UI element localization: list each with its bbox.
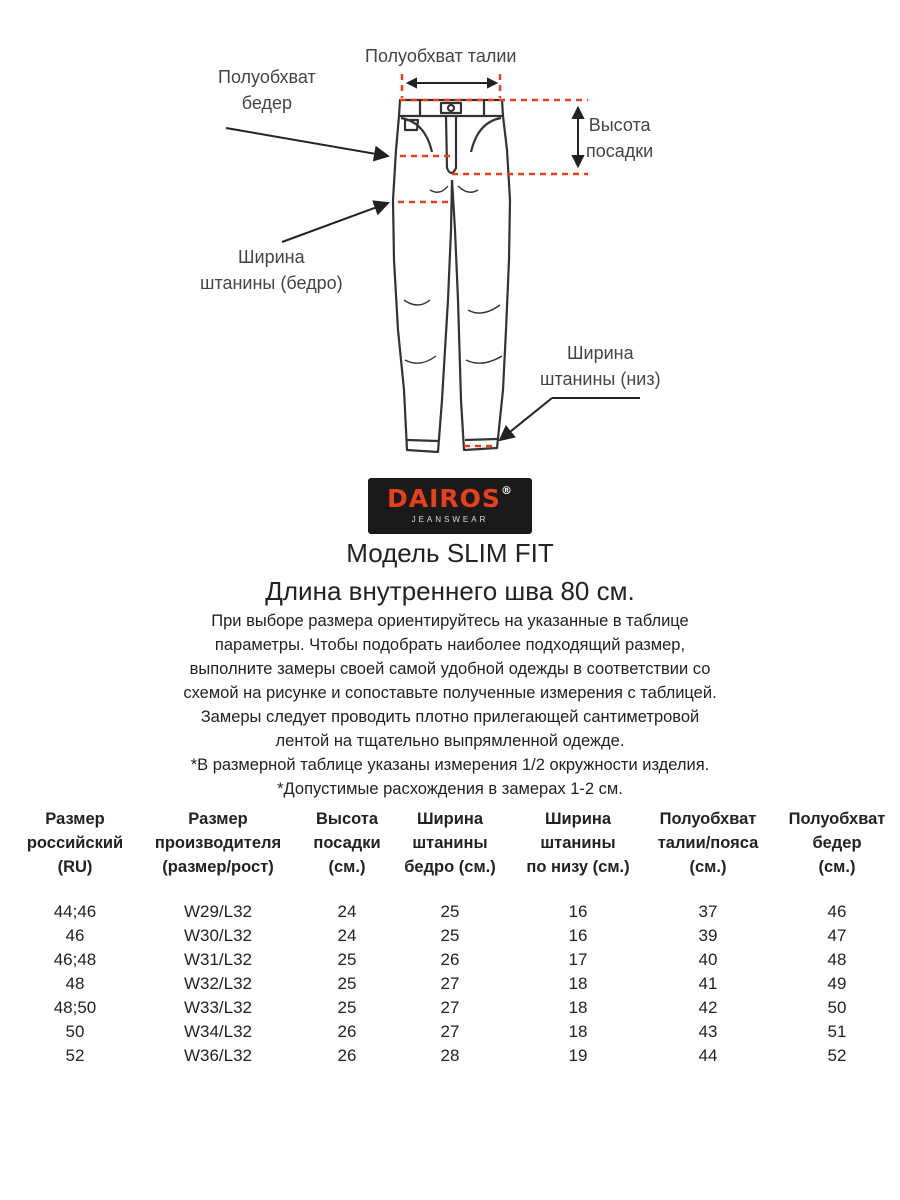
table-header-line: российский <box>26 834 124 852</box>
label-hem-line1: Ширина <box>567 343 634 363</box>
table-cell: 24 <box>337 926 357 945</box>
table-cell: 42 <box>698 998 718 1017</box>
table-row <box>0 948 900 972</box>
table-cell: 52 <box>827 1046 847 1065</box>
table-header-line: Высота <box>315 810 379 828</box>
table-cell: 41 <box>698 974 718 993</box>
table-header-line: (см.) <box>818 858 856 876</box>
table-cell: 44 <box>698 1046 718 1065</box>
instruction-note: *В размерной таблице указаны измерения 1/2 окружности изделия. <box>190 756 710 774</box>
table-cell: 52 <box>65 1046 85 1065</box>
table-cell: 27 <box>440 1022 460 1041</box>
label-waist: Полуобхват талии <box>365 46 517 66</box>
table-cell: 18 <box>568 1022 588 1041</box>
table-header-line: (см.) <box>328 858 366 876</box>
logo-brand-text: DAIROS <box>387 484 501 513</box>
dairos-logo <box>368 478 532 534</box>
table-header <box>143 807 293 879</box>
table-header-line: производителя <box>154 834 282 852</box>
instruction-line: схемой на рисунке и сопоставьте полученные измерения с таблицей. <box>183 684 717 702</box>
table-cell: 26 <box>337 1046 357 1065</box>
table-header-line: Ширина <box>544 810 612 828</box>
table-header-line: талии/пояса <box>657 834 759 852</box>
table-cell: W36/L32 <box>183 1046 253 1065</box>
table-cell: 43 <box>698 1022 718 1041</box>
table-header <box>513 807 643 879</box>
table-cell: 16 <box>568 902 588 921</box>
hem-arrow <box>500 398 552 440</box>
label-hem-line2: штанины (низ) <box>540 369 661 389</box>
table-cell: 48 <box>827 950 847 969</box>
logo-registered-mark: ® <box>500 484 513 497</box>
table-header-line: (см.) <box>689 858 727 876</box>
table-cell: 19 <box>568 1046 588 1065</box>
table-cell: 16 <box>568 926 588 945</box>
logo-subtitle: JEANSWEAR <box>411 515 489 524</box>
table-row <box>0 900 900 924</box>
hips-arrow <box>226 128 388 156</box>
table-cell: 24 <box>337 902 357 921</box>
table-cell: 28 <box>440 1046 460 1065</box>
table-cell: 27 <box>440 998 460 1017</box>
instruction-line: лентой на тщательно выпрямленной одежде. <box>275 732 625 750</box>
label-rise-line2: посадки <box>586 141 654 161</box>
table-cell: 25 <box>440 926 460 945</box>
table-cell: 47 <box>827 926 847 945</box>
table-cell: 49 <box>827 974 847 993</box>
table-header-line: Размер <box>188 810 248 828</box>
table-header <box>390 807 510 879</box>
label-hips-line1: Полуобхват <box>218 67 316 87</box>
table-cell: 50 <box>65 1022 85 1041</box>
table-cell: 18 <box>568 998 588 1017</box>
table-header-line: Ширина <box>416 810 484 828</box>
table-cell: 26 <box>440 950 460 969</box>
table-cell: 26 <box>337 1022 357 1041</box>
table-cell: 18 <box>568 974 588 993</box>
table-row <box>0 972 900 996</box>
table-cell: W34/L32 <box>183 1022 253 1041</box>
thigh-arrow <box>282 203 388 242</box>
table-header-line: бедер <box>812 834 862 852</box>
label-hem <box>540 340 661 392</box>
table-header-line: (RU) <box>57 858 93 876</box>
table-cell: 51 <box>827 1022 847 1041</box>
instruction-line: выполните замеры своей самой удобной одежды в соответствии со <box>189 660 711 678</box>
table-header-line: Полуобхват <box>659 810 757 828</box>
instruction-line: параметры. Чтобы подобрать наиболее подходящий размер, <box>214 636 686 654</box>
table-cell: 25 <box>337 974 357 993</box>
instruction-note: *Допустимые расхождения в замерах 1-2 см. <box>277 780 623 798</box>
label-thigh <box>200 244 343 296</box>
jeans-outline <box>393 100 510 452</box>
table-header-line: посадки <box>313 834 381 852</box>
table-cell: 37 <box>698 902 718 921</box>
logo-brand <box>368 484 532 513</box>
table-cell: W32/L32 <box>183 974 253 993</box>
seam-length-title: Длина внутреннего шва 80 см. <box>265 576 635 606</box>
table-cell: 50 <box>827 998 847 1017</box>
table-header <box>643 807 773 879</box>
model-title: Модель SLIM FIT <box>346 538 554 568</box>
table-header-line: штанины <box>412 834 488 852</box>
table-cell: 27 <box>440 974 460 993</box>
table-cell: 17 <box>568 950 588 969</box>
table-row <box>0 996 900 1020</box>
table-cell: 25 <box>440 902 460 921</box>
table-header-line: бедро (см.) <box>404 858 496 876</box>
table-header-line: (размер/рост) <box>162 858 274 876</box>
label-rise-line1: Высота <box>588 115 651 135</box>
table-cell: W29/L32 <box>183 902 253 921</box>
table-cell: 25 <box>337 998 357 1017</box>
table-header <box>10 807 140 879</box>
table-row <box>0 1020 900 1044</box>
table-cell: W31/L32 <box>183 950 253 969</box>
table-header-line: Полуобхват <box>788 810 886 828</box>
table-cell: 48;50 <box>53 998 97 1017</box>
instruction-line: При выборе размера ориентируйтесь на указанные в таблице <box>211 612 689 630</box>
table-header <box>292 807 402 879</box>
label-rise <box>586 112 653 164</box>
table-row <box>0 1044 900 1068</box>
table-header-line: Размер <box>45 810 105 828</box>
label-thigh-line2: штанины (бедро) <box>200 273 343 293</box>
table-cell: W30/L32 <box>183 926 253 945</box>
table-cell: W33/L32 <box>183 998 253 1017</box>
table-cell: 39 <box>698 926 718 945</box>
instructions-text <box>100 609 800 801</box>
jeans-measurement-diagram <box>0 0 900 470</box>
table-header-line: штанины <box>540 834 616 852</box>
label-hips-line2: бедер <box>241 93 293 113</box>
label-thigh-line1: Ширина <box>238 247 305 267</box>
table-cell: 44;46 <box>53 902 97 921</box>
table-row <box>0 924 900 948</box>
table-cell: 40 <box>698 950 718 969</box>
table-cell: 48 <box>65 974 85 993</box>
table-cell: 46;48 <box>53 950 97 969</box>
instruction-line: Замеры следует проводить плотно прилегающей сантиметровой <box>200 708 700 726</box>
table-cell: 46 <box>827 902 847 921</box>
table-header <box>772 807 900 879</box>
table-cell: 25 <box>337 950 357 969</box>
table-header-line: по низу (см.) <box>526 858 630 876</box>
table-cell: 46 <box>65 926 85 945</box>
label-hips <box>218 64 316 116</box>
